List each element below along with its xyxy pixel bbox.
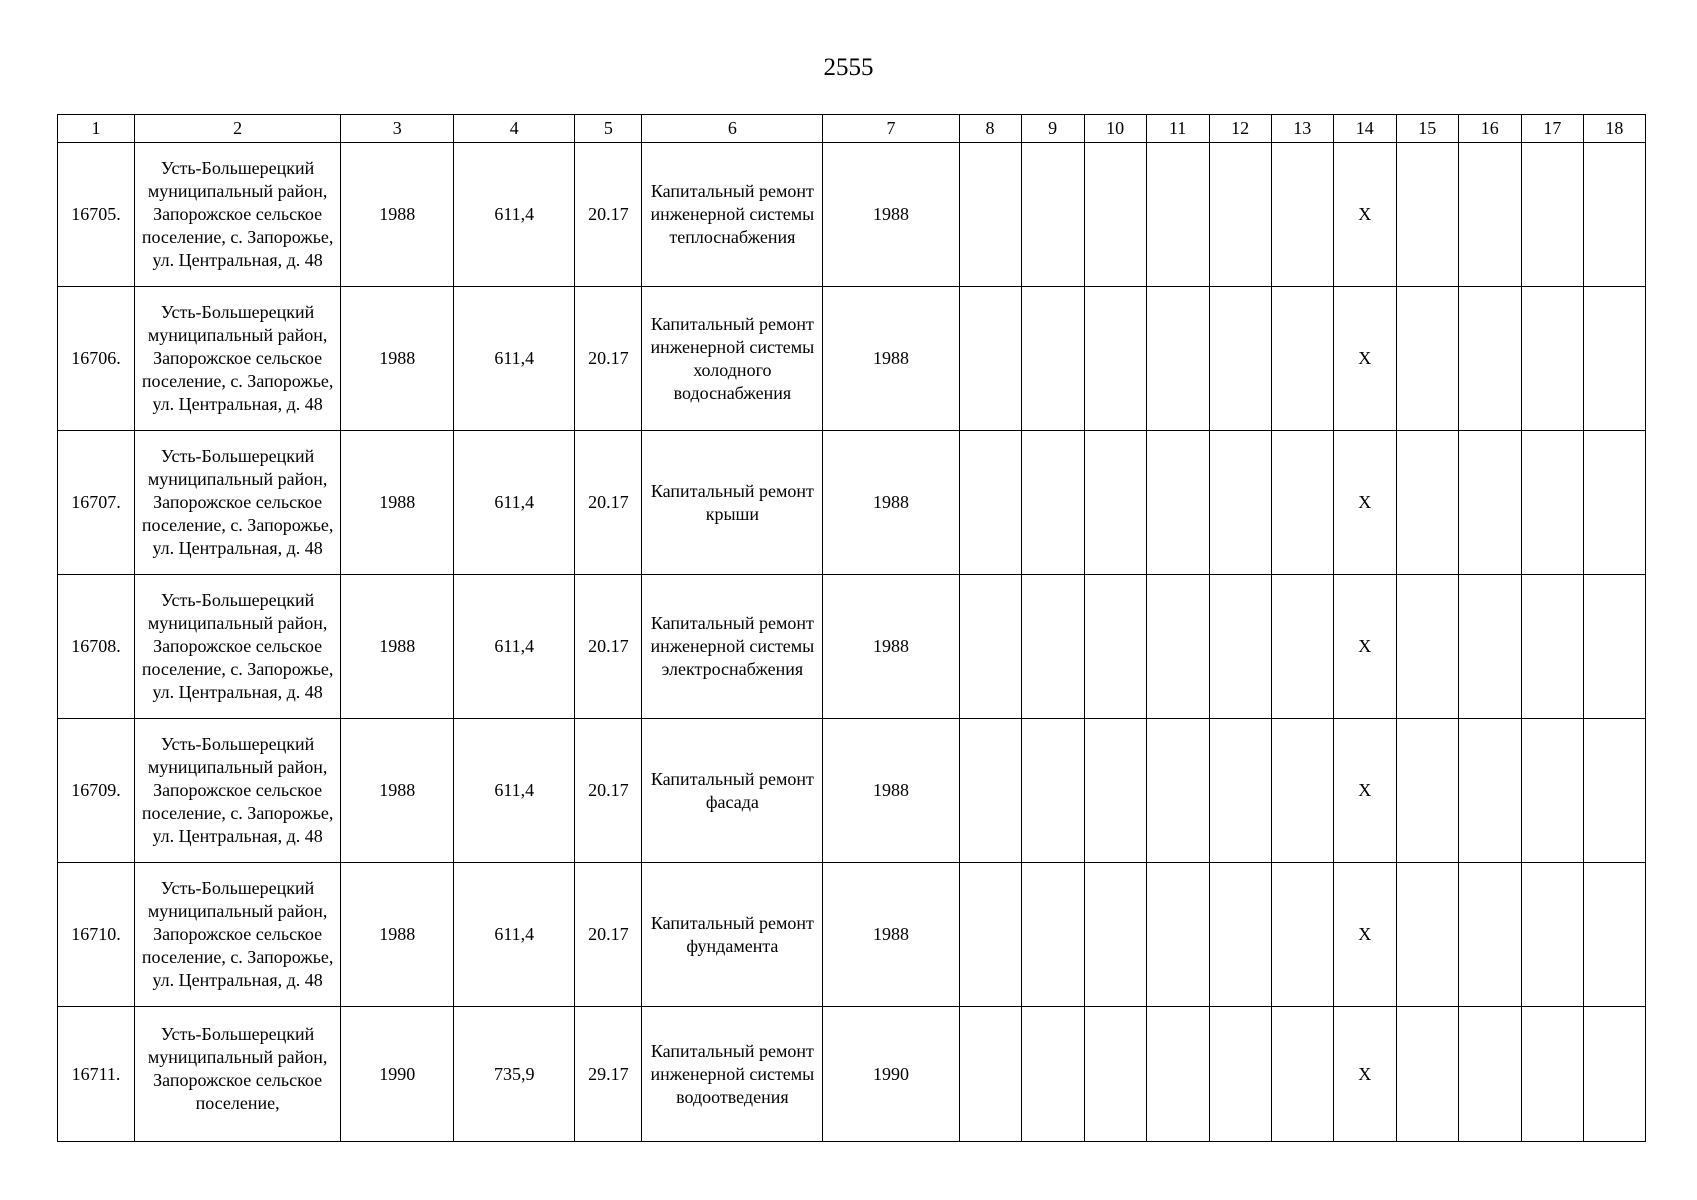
empty-cell bbox=[1458, 143, 1521, 287]
empty-cell bbox=[1458, 575, 1521, 719]
year2-cell: 1988 bbox=[823, 287, 959, 431]
mark-cell: Х bbox=[1333, 719, 1396, 863]
code-cell: 20.17 bbox=[575, 287, 642, 431]
empty-cell bbox=[959, 143, 1021, 287]
empty-cell bbox=[1209, 1007, 1271, 1142]
empty-cell bbox=[1521, 143, 1583, 287]
code-cell: 20.17 bbox=[575, 575, 642, 719]
area-cell: 611,4 bbox=[454, 719, 575, 863]
column-header: 11 bbox=[1146, 115, 1209, 143]
column-header: 6 bbox=[642, 115, 823, 143]
empty-cell bbox=[1583, 575, 1645, 719]
empty-cell bbox=[1458, 719, 1521, 863]
year-cell: 1988 bbox=[341, 143, 454, 287]
code-cell: 20.17 bbox=[575, 719, 642, 863]
empty-cell bbox=[1396, 287, 1458, 431]
column-header: 18 bbox=[1583, 115, 1645, 143]
empty-cell bbox=[1521, 1007, 1583, 1142]
row-number: 16705. bbox=[58, 143, 135, 287]
column-header: 3 bbox=[341, 115, 454, 143]
empty-cell bbox=[1271, 575, 1333, 719]
work-type-cell: Капитальный ремонт инженерной системы электроснабжения bbox=[642, 575, 823, 719]
column-header: 17 bbox=[1521, 115, 1583, 143]
header-row bbox=[58, 115, 1646, 143]
empty-cell bbox=[1209, 719, 1271, 863]
empty-cell bbox=[1458, 863, 1521, 1007]
empty-cell bbox=[1583, 719, 1645, 863]
column-header: 7 bbox=[823, 115, 959, 143]
empty-cell bbox=[1084, 143, 1146, 287]
row-number: 16709. bbox=[58, 719, 135, 863]
empty-cell bbox=[1146, 863, 1209, 1007]
empty-cell bbox=[1084, 863, 1146, 1007]
column-header: 4 bbox=[454, 115, 575, 143]
year2-cell: 1990 bbox=[823, 1007, 959, 1142]
row-number: 16710. bbox=[58, 863, 135, 1007]
area-cell: 611,4 bbox=[454, 431, 575, 575]
empty-cell bbox=[1021, 1007, 1084, 1142]
empty-cell bbox=[1396, 863, 1458, 1007]
column-header: 16 bbox=[1458, 115, 1521, 143]
work-type-cell: Капитальный ремонт инженерной системы холодного водоснабжения bbox=[642, 287, 823, 431]
empty-cell bbox=[1458, 1007, 1521, 1142]
row-number: 16706. bbox=[58, 287, 135, 431]
work-type-cell: Капитальный ремонт инженерной системы теплоснабжения bbox=[642, 143, 823, 287]
area-cell: 611,4 bbox=[454, 863, 575, 1007]
empty-cell bbox=[1021, 863, 1084, 1007]
mark-cell: Х bbox=[1333, 1007, 1396, 1142]
address-cell: Усть-Большерецкий муниципальный район, Запорожское сельское поселение, с. Запорожье, ул. Центральная, д. 48 bbox=[135, 287, 341, 431]
year-cell: 1988 bbox=[341, 863, 454, 1007]
empty-cell bbox=[1021, 287, 1084, 431]
code-cell: 20.17 bbox=[575, 863, 642, 1007]
empty-cell bbox=[1583, 143, 1645, 287]
work-type-cell: Капитальный ремонт фундамента bbox=[642, 863, 823, 1007]
table-row bbox=[58, 575, 1646, 719]
mark-cell: Х bbox=[1333, 287, 1396, 431]
column-header: 5 bbox=[575, 115, 642, 143]
empty-cell bbox=[959, 863, 1021, 1007]
table-row bbox=[58, 431, 1646, 575]
empty-cell bbox=[1583, 431, 1645, 575]
empty-cell bbox=[1271, 1007, 1333, 1142]
year2-cell: 1988 bbox=[823, 719, 959, 863]
empty-cell bbox=[1209, 287, 1271, 431]
page-number: 2555 bbox=[823, 54, 874, 81]
address-cell: Усть-Большерецкий муниципальный район, Запорожское сельское поселение, bbox=[135, 1007, 341, 1142]
year2-cell: 1988 bbox=[823, 431, 959, 575]
empty-cell bbox=[1084, 1007, 1146, 1142]
column-header: 14 bbox=[1333, 115, 1396, 143]
code-cell: 29.17 bbox=[575, 1007, 642, 1142]
empty-cell bbox=[959, 431, 1021, 575]
year2-cell: 1988 bbox=[823, 863, 959, 1007]
empty-cell bbox=[1146, 575, 1209, 719]
year-cell: 1988 bbox=[341, 719, 454, 863]
empty-cell bbox=[1271, 719, 1333, 863]
table-row bbox=[58, 1007, 1646, 1142]
row-number: 16707. bbox=[58, 431, 135, 575]
empty-cell bbox=[1084, 287, 1146, 431]
address-cell: Усть-Большерецкий муниципальный район, Запорожское сельское поселение, с. Запорожье, ул. Центральная, д. 48 bbox=[135, 575, 341, 719]
year-cell: 1988 bbox=[341, 431, 454, 575]
area-cell: 611,4 bbox=[454, 287, 575, 431]
row-number: 16711. bbox=[58, 1007, 135, 1142]
empty-cell bbox=[1521, 287, 1583, 431]
empty-cell bbox=[1521, 863, 1583, 1007]
empty-cell bbox=[959, 575, 1021, 719]
column-header: 8 bbox=[959, 115, 1021, 143]
mark-cell: Х bbox=[1333, 863, 1396, 1007]
column-header: 9 bbox=[1021, 115, 1084, 143]
table-row bbox=[58, 863, 1646, 1007]
address-cell: Усть-Большерецкий муниципальный район, Запорожское сельское поселение, с. Запорожье, ул. Центральная, д. 48 bbox=[135, 863, 341, 1007]
address-cell: Усть-Большерецкий муниципальный район, Запорожское сельское поселение, с. Запорожье, ул. Центральная, д. 48 bbox=[135, 431, 341, 575]
empty-cell bbox=[1271, 431, 1333, 575]
empty-cell bbox=[1583, 287, 1645, 431]
empty-cell bbox=[1146, 287, 1209, 431]
empty-cell bbox=[1021, 143, 1084, 287]
work-type-cell: Капитальный ремонт инженерной системы водоотведения bbox=[642, 1007, 823, 1142]
empty-cell bbox=[1521, 431, 1583, 575]
code-cell: 20.17 bbox=[575, 143, 642, 287]
empty-cell bbox=[959, 287, 1021, 431]
empty-cell bbox=[1146, 1007, 1209, 1142]
empty-cell bbox=[1583, 863, 1645, 1007]
area-cell: 735,9 bbox=[454, 1007, 575, 1142]
data-table bbox=[57, 114, 1646, 1142]
address-cell: Усть-Большерецкий муниципальный район, Запорожское сельское поселение, с. Запорожье, ул. Центральная, д. 48 bbox=[135, 719, 341, 863]
area-cell: 611,4 bbox=[454, 143, 575, 287]
year-cell: 1988 bbox=[341, 575, 454, 719]
empty-cell bbox=[1271, 287, 1333, 431]
empty-cell bbox=[1396, 1007, 1458, 1142]
empty-cell bbox=[1084, 431, 1146, 575]
empty-cell bbox=[1521, 575, 1583, 719]
empty-cell bbox=[1396, 719, 1458, 863]
column-header: 10 bbox=[1084, 115, 1146, 143]
empty-cell bbox=[959, 719, 1021, 863]
mark-cell: Х bbox=[1333, 143, 1396, 287]
empty-cell bbox=[1271, 143, 1333, 287]
column-header: 13 bbox=[1271, 115, 1333, 143]
address-cell: Усть-Большерецкий муниципальный район, Запорожское сельское поселение, с. Запорожье, ул. Центральная, д. 48 bbox=[135, 143, 341, 287]
empty-cell bbox=[1146, 431, 1209, 575]
column-header: 2 bbox=[135, 115, 341, 143]
empty-cell bbox=[1458, 431, 1521, 575]
empty-cell bbox=[1396, 575, 1458, 719]
empty-cell bbox=[1396, 143, 1458, 287]
empty-cell bbox=[1396, 431, 1458, 575]
empty-cell bbox=[1084, 719, 1146, 863]
empty-cell bbox=[959, 1007, 1021, 1142]
empty-cell bbox=[1021, 719, 1084, 863]
column-header: 15 bbox=[1396, 115, 1458, 143]
empty-cell bbox=[1521, 719, 1583, 863]
year-cell: 1988 bbox=[341, 287, 454, 431]
work-type-cell: Капитальный ремонт фасада bbox=[642, 719, 823, 863]
empty-cell bbox=[1084, 575, 1146, 719]
mark-cell: Х bbox=[1333, 575, 1396, 719]
empty-cell bbox=[1458, 287, 1521, 431]
empty-cell bbox=[1583, 1007, 1645, 1142]
work-type-cell: Капитальный ремонт крыши bbox=[642, 431, 823, 575]
mark-cell: Х bbox=[1333, 431, 1396, 575]
table-row bbox=[58, 287, 1646, 431]
empty-cell bbox=[1209, 143, 1271, 287]
code-cell: 20.17 bbox=[575, 431, 642, 575]
empty-cell bbox=[1146, 719, 1209, 863]
empty-cell bbox=[1209, 863, 1271, 1007]
empty-cell bbox=[1271, 863, 1333, 1007]
table-row bbox=[58, 719, 1646, 863]
year2-cell: 1988 bbox=[823, 575, 959, 719]
row-number: 16708. bbox=[58, 575, 135, 719]
year2-cell: 1988 bbox=[823, 143, 959, 287]
table-row bbox=[58, 143, 1646, 287]
empty-cell bbox=[1021, 431, 1084, 575]
column-header: 12 bbox=[1209, 115, 1271, 143]
column-header: 1 bbox=[58, 115, 135, 143]
empty-cell bbox=[1209, 431, 1271, 575]
empty-cell bbox=[1209, 575, 1271, 719]
empty-cell bbox=[1021, 575, 1084, 719]
year-cell: 1990 bbox=[341, 1007, 454, 1142]
area-cell: 611,4 bbox=[454, 575, 575, 719]
empty-cell bbox=[1146, 143, 1209, 287]
